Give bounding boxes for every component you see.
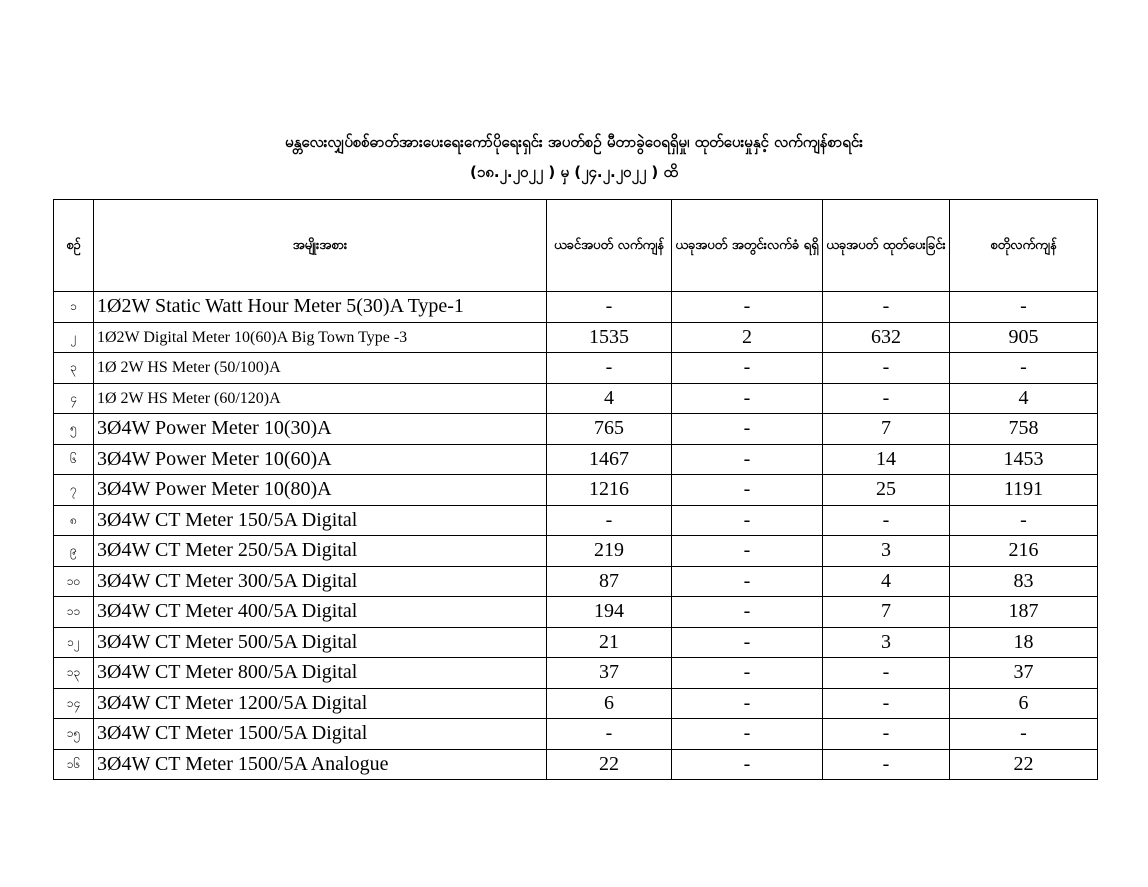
table-row bbox=[54, 566, 1098, 597]
cell-balance: - bbox=[950, 505, 1098, 536]
cell-previous-balance: - bbox=[547, 292, 672, 323]
cell-previous-balance: 4 bbox=[547, 383, 672, 414]
cell-balance: - bbox=[950, 353, 1098, 384]
cell-no: ၃ bbox=[54, 353, 94, 384]
cell-no: ၈ bbox=[54, 505, 94, 536]
cell-received: - bbox=[672, 414, 823, 445]
table-body bbox=[54, 292, 1098, 780]
header-issued: ယခုအပတ် ထုတ်ပေးခြင်း bbox=[823, 200, 950, 292]
cell-received: - bbox=[672, 597, 823, 628]
cell-issued: 7 bbox=[823, 597, 950, 628]
cell-type: 3Ø4W CT Meter 250/5A Digital bbox=[94, 536, 547, 567]
cell-no: ၁၄ bbox=[54, 688, 94, 719]
cell-balance: 83 bbox=[950, 566, 1098, 597]
cell-no: ၁၁ bbox=[54, 597, 94, 628]
cell-issued: 4 bbox=[823, 566, 950, 597]
cell-balance: - bbox=[950, 719, 1098, 750]
cell-issued: 632 bbox=[823, 322, 950, 353]
cell-balance: 758 bbox=[950, 414, 1098, 445]
table-row bbox=[54, 627, 1098, 658]
cell-previous-balance: 37 bbox=[547, 658, 672, 689]
cell-issued: - bbox=[823, 353, 950, 384]
table-row bbox=[54, 475, 1098, 506]
cell-issued: - bbox=[823, 383, 950, 414]
cell-received: - bbox=[672, 353, 823, 384]
table-row bbox=[54, 658, 1098, 689]
cell-type: 3Ø4W Power Meter 10(30)A bbox=[94, 414, 547, 445]
cell-previous-balance: 1467 bbox=[547, 444, 672, 475]
meter-inventory-table bbox=[53, 199, 1098, 780]
cell-no: ၁၅ bbox=[54, 719, 94, 750]
header-received: ယခုအပတ် အတွင်းလက်ခံ ရရှိ bbox=[672, 200, 823, 292]
header-balance: စတိုလက်ကျန် bbox=[950, 200, 1098, 292]
cell-issued: 3 bbox=[823, 627, 950, 658]
cell-balance: - bbox=[950, 292, 1098, 323]
cell-no: ၄ bbox=[54, 383, 94, 414]
cell-balance: 22 bbox=[950, 749, 1098, 780]
cell-issued: 3 bbox=[823, 536, 950, 567]
cell-type: 3Ø4W CT Meter 1500/5A Digital bbox=[94, 719, 547, 750]
cell-no: ၁၃ bbox=[54, 658, 94, 689]
cell-type: 3Ø4W CT Meter 1200/5A Digital bbox=[94, 688, 547, 719]
cell-type: 3Ø4W Power Meter 10(80)A bbox=[94, 475, 547, 506]
table-row bbox=[54, 353, 1098, 384]
table-row bbox=[54, 383, 1098, 414]
cell-no: ၉ bbox=[54, 536, 94, 567]
cell-received: - bbox=[672, 719, 823, 750]
table-row bbox=[54, 719, 1098, 750]
cell-type: 3Ø4W CT Meter 400/5A Digital bbox=[94, 597, 547, 628]
cell-received: - bbox=[672, 292, 823, 323]
table-row bbox=[54, 688, 1098, 719]
cell-balance: 905 bbox=[950, 322, 1098, 353]
cell-balance: 6 bbox=[950, 688, 1098, 719]
header-type: အမျိုးအစား bbox=[94, 200, 547, 292]
cell-issued: - bbox=[823, 292, 950, 323]
cell-no: ၁ bbox=[54, 292, 94, 323]
cell-type: 3Ø4W CT Meter 300/5A Digital bbox=[94, 566, 547, 597]
document-date-range: (၁၈.၂.၂၀၂၂ ) မှ (၂၄.၂.၂၀၂၂ ) ထိ bbox=[469, 163, 679, 181]
cell-received: - bbox=[672, 688, 823, 719]
table-row bbox=[54, 536, 1098, 567]
cell-balance: 1191 bbox=[950, 475, 1098, 506]
cell-type: 3Ø4W CT Meter 1500/5A Analogue bbox=[94, 749, 547, 780]
cell-issued: - bbox=[823, 749, 950, 780]
cell-received: - bbox=[672, 627, 823, 658]
cell-type: 3Ø4W CT Meter 800/5A Digital bbox=[94, 658, 547, 689]
cell-balance: 4 bbox=[950, 383, 1098, 414]
cell-no: ၇ bbox=[54, 475, 94, 506]
cell-previous-balance: - bbox=[547, 719, 672, 750]
cell-previous-balance: - bbox=[547, 353, 672, 384]
cell-received: - bbox=[672, 505, 823, 536]
cell-no: ၂ bbox=[54, 322, 94, 353]
document-title: မန္တလေးလျှပ်စစ်ဓာတ်အားပေးရေးကော်ပိုရေးရှင်း အပတ်စဉ် မီတာခွဲဝေရရှိမှု၊ ထုတ်ပေးမှုနှင့် လက်ကျန်စာရင်း bbox=[285, 133, 863, 151]
cell-balance: 1453 bbox=[950, 444, 1098, 475]
cell-previous-balance: 1535 bbox=[547, 322, 672, 353]
cell-no: ၁၀ bbox=[54, 566, 94, 597]
cell-received: - bbox=[672, 566, 823, 597]
cell-received: - bbox=[672, 444, 823, 475]
header-no: စဉ် bbox=[54, 200, 94, 292]
cell-balance: 187 bbox=[950, 597, 1098, 628]
cell-received: - bbox=[672, 475, 823, 506]
cell-balance: 216 bbox=[950, 536, 1098, 567]
cell-previous-balance: - bbox=[547, 505, 672, 536]
cell-received: - bbox=[672, 536, 823, 567]
cell-issued: 7 bbox=[823, 414, 950, 445]
cell-no: ၆ bbox=[54, 444, 94, 475]
cell-received: - bbox=[672, 658, 823, 689]
cell-balance: 18 bbox=[950, 627, 1098, 658]
table-row bbox=[54, 322, 1098, 353]
cell-received: - bbox=[672, 383, 823, 414]
header-row bbox=[54, 200, 1098, 292]
cell-no: ၅ bbox=[54, 414, 94, 445]
cell-previous-balance: 22 bbox=[547, 749, 672, 780]
cell-previous-balance: 6 bbox=[547, 688, 672, 719]
cell-balance: 37 bbox=[950, 658, 1098, 689]
cell-issued: - bbox=[823, 688, 950, 719]
cell-type: 3Ø4W CT Meter 500/5A Digital bbox=[94, 627, 547, 658]
cell-type: 1Ø2W Static Watt Hour Meter 5(30)A Type-1 bbox=[94, 292, 547, 323]
cell-previous-balance: 765 bbox=[547, 414, 672, 445]
table-row bbox=[54, 444, 1098, 475]
table-row bbox=[54, 597, 1098, 628]
cell-previous-balance: 219 bbox=[547, 536, 672, 567]
cell-type: 1Ø2W Digital Meter 10(60)A Big Town Type -3 bbox=[94, 322, 547, 353]
header-previous-balance: ယခင်အပတ် လက်ကျန် bbox=[547, 200, 672, 292]
cell-received: - bbox=[672, 749, 823, 780]
cell-issued: 25 bbox=[823, 475, 950, 506]
table-header bbox=[54, 200, 1098, 292]
cell-type: 3Ø4W CT Meter 150/5A Digital bbox=[94, 505, 547, 536]
cell-previous-balance: 21 bbox=[547, 627, 672, 658]
cell-no: ၁၆ bbox=[54, 749, 94, 780]
cell-type: 3Ø4W Power Meter 10(60)A bbox=[94, 444, 547, 475]
cell-received: 2 bbox=[672, 322, 823, 353]
cell-issued: - bbox=[823, 658, 950, 689]
table-row bbox=[54, 414, 1098, 445]
cell-issued: - bbox=[823, 719, 950, 750]
table-row bbox=[54, 292, 1098, 323]
cell-issued: - bbox=[823, 505, 950, 536]
cell-no: ၁၂ bbox=[54, 627, 94, 658]
cell-type: 1Ø 2W HS Meter (50/100)A bbox=[94, 353, 547, 384]
cell-type: 1Ø 2W HS Meter (60/120)A bbox=[94, 383, 547, 414]
table-row bbox=[54, 505, 1098, 536]
cell-previous-balance: 87 bbox=[547, 566, 672, 597]
cell-previous-balance: 194 bbox=[547, 597, 672, 628]
table-row bbox=[54, 749, 1098, 780]
cell-issued: 14 bbox=[823, 444, 950, 475]
cell-previous-balance: 1216 bbox=[547, 475, 672, 506]
